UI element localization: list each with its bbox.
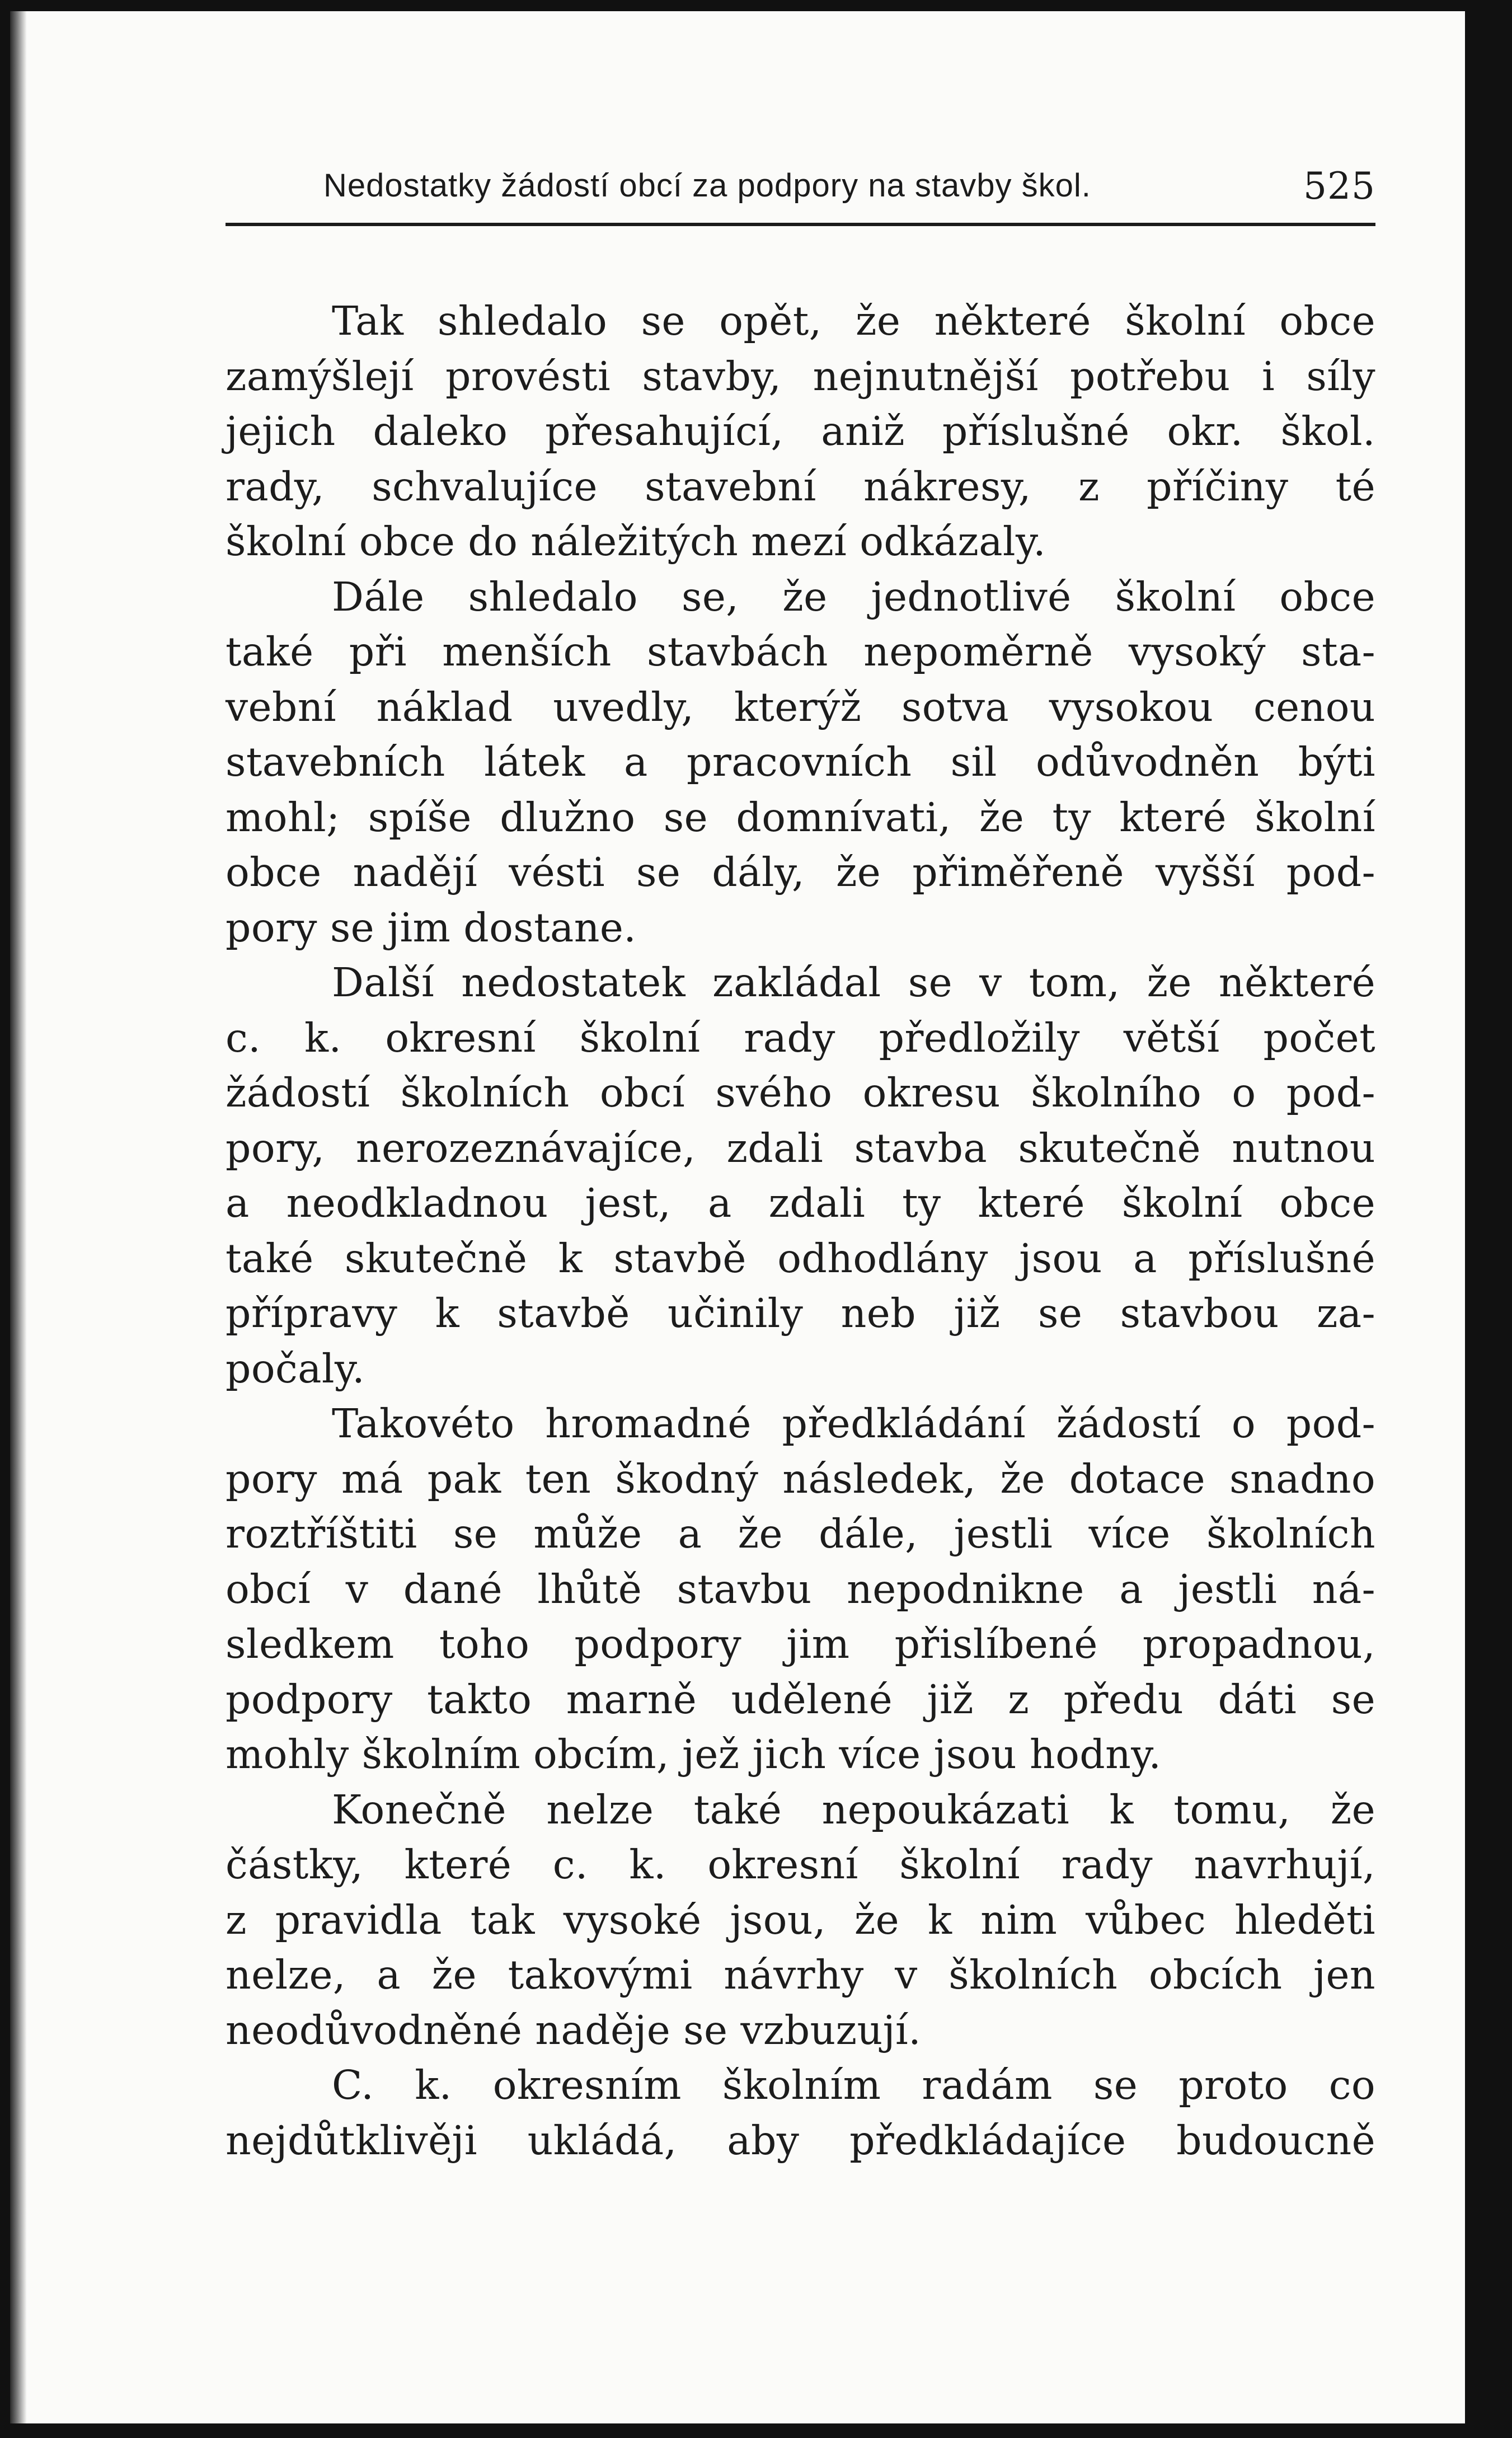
text-line: C. k. okresním školním radám se proto co [332, 2062, 1375, 2108]
text-line: nelze, a že takovými návrhy v školních obcích jen [226, 1952, 1375, 1998]
body-text [226, 294, 1375, 2168]
text-line: částky, které c. k. okresní školní rady navrhují, [226, 1841, 1375, 1888]
text-line: přípravy k stavbě učinily neb již se stavbou za- [226, 1290, 1375, 1337]
text-line: zamýšlejí provésti stavby, nejnutnější potřebu i síly [226, 353, 1375, 400]
text-line: také skutečně k stavbě odhodlány jsou a příslušné [226, 1235, 1375, 1282]
header-rule [226, 223, 1375, 226]
text-line: Takovéto hromadné předkládání žádostí o pod- [332, 1400, 1375, 1447]
text-line: mohl; spíše dlužno se domnívati, že ty které školní [226, 794, 1375, 841]
text-line: z pravidla tak vysoké jsou, že k nim vůbec hleděti [226, 1896, 1375, 1943]
text-line: roztříštiti se může a že dále, jestli více školních [226, 1511, 1375, 1557]
text-line: neodůvodněné naděje se vzbuzují. [226, 2006, 922, 2053]
text-line: počaly. [226, 1345, 365, 1392]
text-line: školní obce do náležitých mezí odkázaly. [226, 518, 1046, 565]
page-spine-shadow [10, 11, 27, 2423]
text-line: c. k. okresní školní rady předložily větší počet [226, 1014, 1375, 1061]
text-line: stavebních látek a pracovních sil odůvodněn býti [226, 739, 1375, 785]
text-line: vební náklad uvedly, kterýž sotva vysokou cenou [226, 683, 1375, 730]
text-line: žádostí školních obcí svého okresu školního o pod- [226, 1070, 1375, 1116]
text-line: obce nadějí vésti se dály, že přiměřeně vyšší pod- [226, 849, 1375, 896]
text-line: Tak shledalo se opět, že některé školní obce [332, 298, 1375, 344]
text-line: obcí v dané lhůtě stavbu nepodnikne a jestli ná- [226, 1565, 1375, 1612]
text-line: pory se jim dostane. [226, 904, 637, 951]
text-line: Konečně nelze také nepoukázati k tomu, že [332, 1786, 1375, 1833]
text-line: sledkem toho podpory jim přislíbené propadnou, [226, 1621, 1375, 1667]
text-line: také při menších stavbách nepoměrně vysoký sta- [226, 629, 1375, 675]
text-line: mohly školním obcím, jež jich více jsou hodny. [226, 1731, 1162, 1778]
text-line: nejdůtklivěji ukládá, aby předkládajíce budoucně [226, 2117, 1375, 2164]
running-head-title: Nedostatky žádostí obcí za podpory na stavby škol. [323, 167, 1091, 204]
text-line: pory, nerozeznávajíce, zdali stavba skutečně nutnou [226, 1124, 1375, 1171]
text-line: podpory takto marně udělené již z předu dáti se [226, 1676, 1375, 1723]
book-page [10, 11, 1465, 2423]
text-line: jejich daleko přesahující, aniž příslušné okr. škol. [226, 408, 1375, 454]
page-number: 525 [1303, 165, 1375, 208]
text-line: rady, schvalujíce stavební nákresy, z příčiny té [226, 463, 1375, 510]
text-line: Další nedostatek zakládal se v tom, že některé [332, 959, 1375, 1006]
text-line: a neodkladnou jest, a zdali ty které školní obce [226, 1180, 1375, 1226]
running-head [323, 167, 1375, 212]
text-line: pory má pak ten škodný následek, že dotace snadno [226, 1455, 1375, 1502]
text-line: Dále shledalo se, že jednotlivé školní obce [332, 573, 1375, 620]
